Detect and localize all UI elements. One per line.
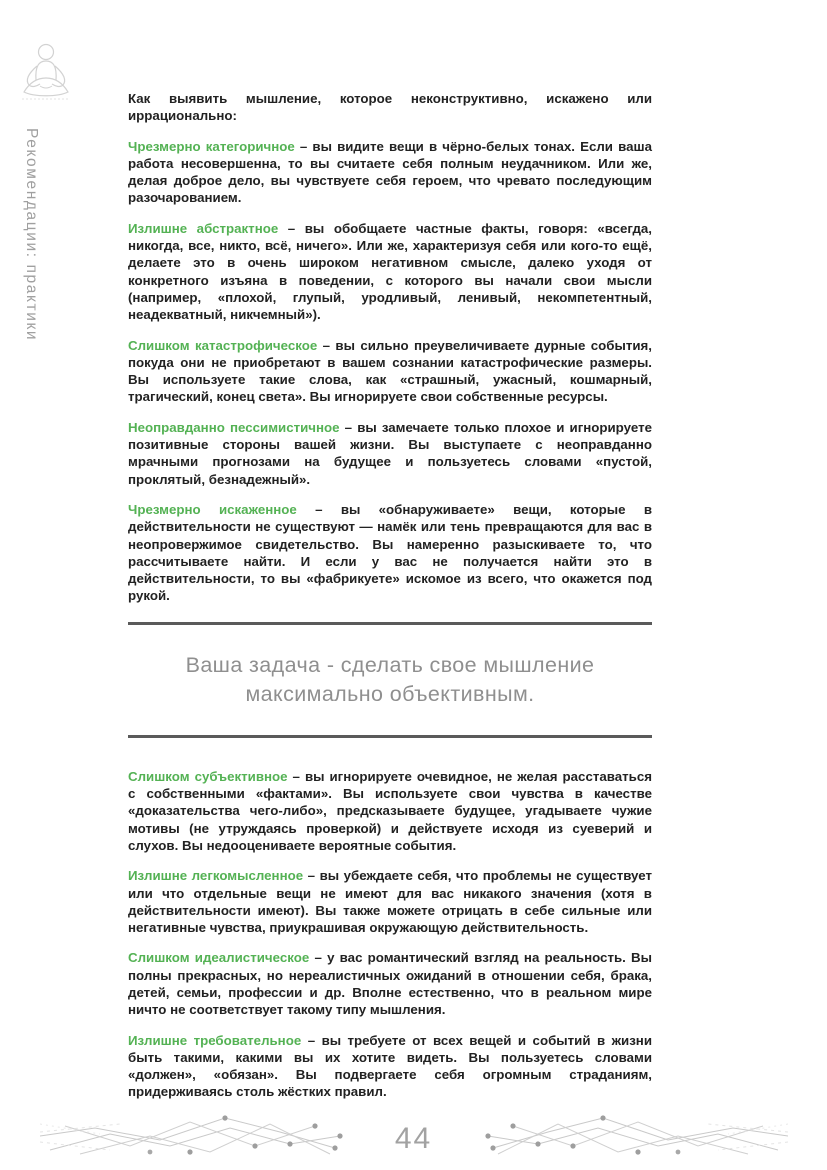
definition-text: вы игнорируете очевидное, не желая расставаться с собственными «фактами». Вы используете свои чувства в качестве «доказательства чего-либо», предсказываете будущее, угадываете чужие мотивы (не утруждаясь проверкой) и действуете исходя из суеверий и слухов. Вы недооцениваете вероятные события. [128,768,652,853]
definition-text: вы замечаете только плохое и игнорируете позитивные стороны вашей жизни. Вы выступаете с неоправданно мрачными прогнозами на будущее и пользуетесь словами «пустой, проклятый, безнадежный». [128,419,652,487]
network-decoration-right-icon [478,1106,788,1166]
definition-paragraph [128,337,652,406]
definition-text: вы обобщаете частные факты, говоря: «всегда, никогда, все, никто, всё, ничего». Или же, характеризуя себя или кого-то ещё, делаете это в очень широком негативном смысле, далеко уходя от конкретного изъяна в поведении, с которого вы начали свои мысли (например, «плохой, глупый, уродливый, ленивый, некомпетентный, неадекватный, никчемный»). [128,220,652,323]
term-label: Излишне требовательное [128,1032,302,1048]
separator-dash: – [278,220,305,236]
definition-text: вы сильно преувеличиваете дурные события, покуда они не приобретают в вашем сознании катастрофические размеры. Вы используете такие слова, как «страшный, ужасный, кошмарный, трагический, конец света». Вы игнорируете свои собственные ресурсы. [128,337,652,405]
definition-paragraph [128,949,652,1018]
term-label: Чрезмерно категоричное [128,138,295,154]
definition-paragraph [128,1032,652,1101]
main-text-column [128,90,652,1114]
separator-dash: – [339,419,358,435]
definition-paragraph [128,768,652,854]
definition-paragraph [128,419,652,488]
quote-text: Ваша задача - сделать свое мышление максимально объективным. [185,652,595,706]
term-label: Слишком катастрофическое [128,337,318,353]
definition-text: вы убеждаете себя, что проблемы не существует или что отдельные вещи не имеют для вас никакого значения (хотя в действительности имеют). Вы также можете отрицать в себе сильные или негативные чувства, приукрашивая окружающую действительность. [128,868,653,936]
separator-dash: – [309,950,328,966]
separator-dash: – [303,868,320,884]
meditation-icon [16,40,76,108]
definition-text: вы требуете от всех вещей и событий в жизни быть такими, какими вы их хотите видеть. Вы пользуетесь словами «должен», «обязан». Вы подвергаете себя огромным страданиям, придерживаясь столь жёстких правил. [128,1032,653,1100]
separator-dash: – [296,501,341,517]
chapter-sidebar-label: Рекомендации: практики [23,128,40,342]
separator-dash: – [287,768,305,784]
page-footer [0,1100,827,1170]
definition-paragraph [128,138,652,207]
definition-text: у вас романтический взгляд на реальность. Вы полны прекрасных, но нереалистичных ожиданий в отношении себя, брака, детей, семьи, профессии и др. Вполне естественно, что в реальном мире ничто не соответствует такому типу мышления. [128,950,653,1018]
term-label: Излишне абстрактное [128,220,279,236]
definition-paragraph [128,501,652,605]
separator-dash: – [294,138,313,154]
term-label: Слишком субъективное [128,768,288,784]
definition-text: вы видите вещи в чёрно-белых тонах. Если ваша работа несовершенна, то вы считаете себя полным неудачником. Или же, делая доброе дело, вы чувствуете себя героем, что чревато последующим разочарованием. [128,138,652,206]
intro-paragraph: Как выявить мышление, которое неконструктивно, искажено или иррационально: [128,91,652,124]
separator-dash: – [317,337,336,353]
term-label: Излишне легкомысленное [128,868,304,884]
term-label: Чрезмерно искаженное [128,501,297,517]
definition-text: вы «обнаруживаете» вещи, которые в действительности не существуют — намёк или тень превращаются для вас в неопровержимое свидетельство. Вы намеренно разыскиваете то, что рассчитываете найти. И если у вас не получается найти это в действительности, то вы «фабрикуете» искомое из всего, что окажется под рукой. [128,501,652,604]
page-number: 44 [394,1122,433,1155]
divider-line-top [128,622,652,625]
term-label: Неоправданно пессимистичное [128,419,340,435]
term-label: Слишком идеалистическое [128,950,310,966]
definition-paragraph [128,220,652,324]
divider-line-bottom [128,735,652,738]
separator-dash: – [301,1032,322,1048]
definition-paragraph [128,867,652,936]
